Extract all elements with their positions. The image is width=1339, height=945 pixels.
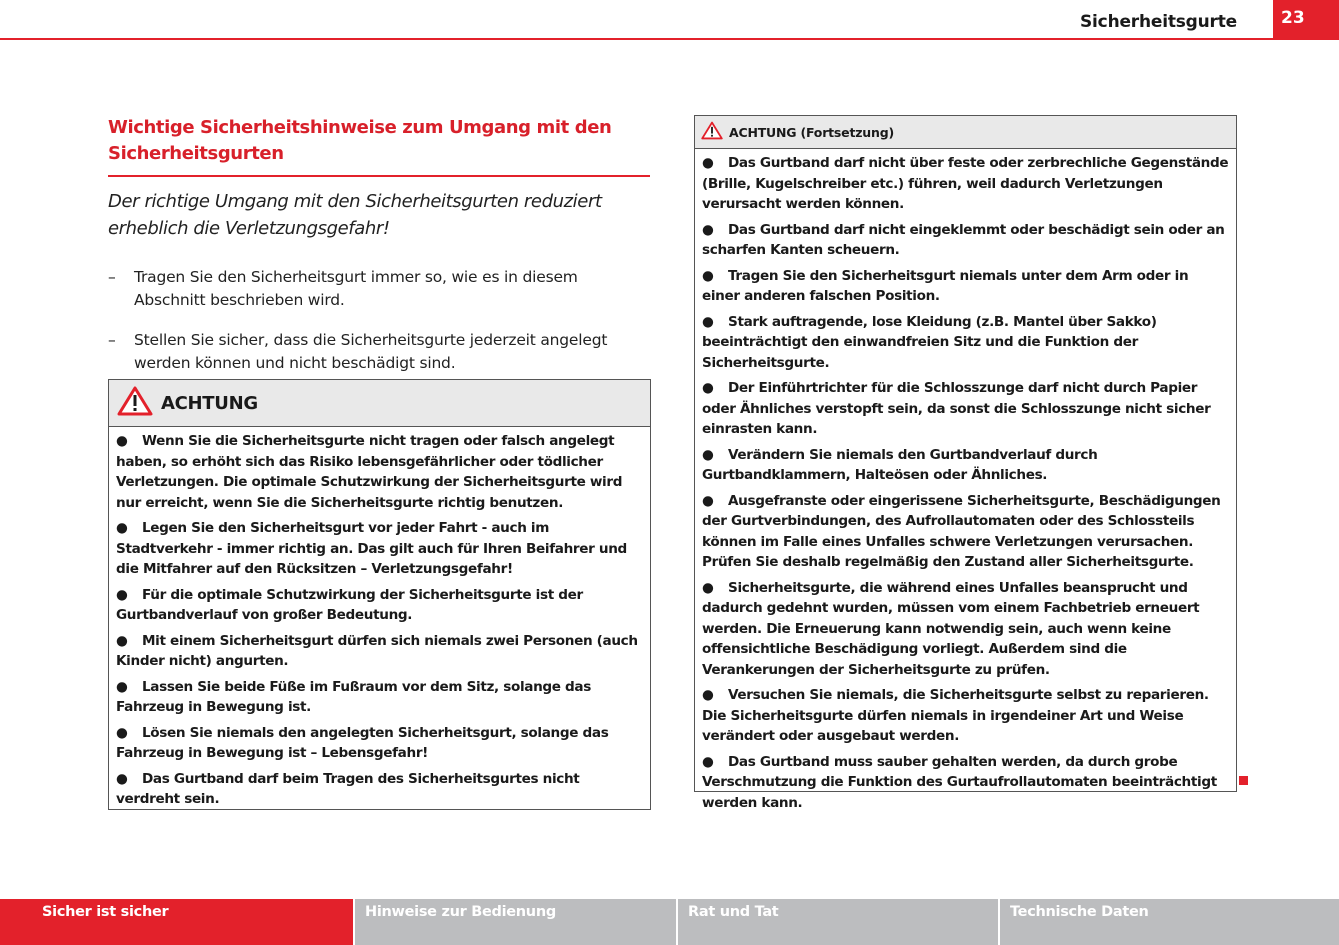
lead-text: Der richtige Umgang mit den Sicherheitsgurten reduziert erheblich die Verletzungsgefahr! bbox=[108, 191, 602, 239]
warning-text: Versuchen Sie niemals, die Sicherheitsgurte selbst zu reparieren. Die Sicherheitsgurte dürfen niemals in irgendeiner Art und Weise verändert oder ausgebaut werden. bbox=[702, 687, 1209, 744]
warning-title: ACHTUNG bbox=[161, 392, 258, 414]
warning-text: Das Gurtband darf nicht über feste oder zerbrechliche Gegenstände (Brille, Kugelschreiber etc.) führen, weil dadurch Verletzungen verursacht werden können. bbox=[702, 155, 1229, 212]
bullet: ● bbox=[702, 221, 714, 238]
warning-text: Sicherheitsgurte, die während eines Unfalles beansprucht und dadurch gedehnt wurden, müssen vom einem Fachbetrieb erneuert werden. Die Erneuerung kann notwendig sein, auch wenn keine offensichtliche Beschädigung vorliegt. Außerdem sind die Verankerungen der Sicherheitsgurte zu prüfen. bbox=[702, 579, 1200, 678]
dash-marker: – bbox=[108, 331, 116, 349]
warning-box-continued bbox=[694, 115, 1237, 811]
warning-item bbox=[116, 431, 643, 513]
warning-item bbox=[702, 752, 1229, 814]
warning-triangle-icon bbox=[701, 121, 723, 144]
warning-header bbox=[695, 116, 1236, 149]
dash-marker: – bbox=[108, 268, 116, 286]
bullet: ● bbox=[702, 313, 714, 330]
bullet: ● bbox=[702, 492, 714, 509]
bullet: ● bbox=[116, 770, 128, 787]
warning-text: Das Gurtband darf nicht eingeklemmt oder beschädigt sein oder an scharfen Kanten scheuern. bbox=[702, 221, 1225, 258]
bullet: ● bbox=[702, 155, 714, 171]
warning-item bbox=[702, 312, 1229, 374]
warning-title: ACHTUNG (Fortsetzung) bbox=[729, 124, 894, 140]
warning-item bbox=[116, 677, 643, 718]
warning-item bbox=[702, 220, 1229, 261]
warning-item bbox=[116, 518, 643, 580]
warning-item bbox=[702, 578, 1229, 681]
warning-text: Legen Sie den Sicherheitsgurt vor jeder Fahrt - auch im Stadtverkehr - immer richtig an. Das gilt auch für Ihren Beifahrer und die Mitfahrer auf den Rücksitzen – Verletzungsgefahr! bbox=[116, 520, 627, 577]
warning-text: Stark auftragende, lose Kleidung (z.B. Mantel über Sakko) beeinträchtigt den einwandfreien Sitz und die Funktion der Sicherheitsgurte. bbox=[702, 313, 1157, 371]
bullet: ● bbox=[702, 380, 714, 396]
warning-text: Der Einführtrichter für die Schlosszunge darf nicht durch Papier oder Ähnliches verstopft sein, da sonst die Schlosszunge nicht sicher einrasten kann. bbox=[702, 380, 1211, 437]
warning-body bbox=[695, 149, 1236, 822]
chapter-tab-sicher-ist-sicher[interactable]: Sicher ist sicher bbox=[0, 899, 353, 945]
warning-text: Ausgefranste oder eingerissene Sicherheitsgurte, Beschädigungen der Gurtverbindungen, des Aufrollautomaten oder des Schlossteils können im Falle eines Unfalles schwere Verletzungen verursachen. Prüfen Sie deshalb regelmäßig den Zustand aller Sicherheitsgurte. bbox=[702, 492, 1221, 570]
left-column bbox=[108, 115, 650, 392]
warning-item bbox=[702, 685, 1229, 747]
instruction-item bbox=[108, 266, 650, 312]
chapter-tab-technische-daten[interactable]: Technische Daten bbox=[998, 899, 1339, 945]
warning-item bbox=[702, 266, 1229, 307]
warning-item bbox=[116, 723, 643, 764]
warning-item bbox=[702, 445, 1229, 486]
warning-text: Für die optimale Schutzwirkung der Sicherheitsgurte ist der Gurtbandverlauf von großer Bedeutung. bbox=[116, 586, 583, 623]
warning-text: Lösen Sie niemals den angelegten Sicherheitsgurt, solange das Fahrzeug in Bewegung ist – Lebensgefahr! bbox=[116, 724, 609, 761]
bullet: ● bbox=[702, 753, 714, 770]
bullet: ● bbox=[116, 678, 128, 695]
warning-item bbox=[116, 769, 643, 810]
section-title: Sicherheitsgurte bbox=[1080, 12, 1237, 32]
warning-item bbox=[702, 491, 1229, 573]
bullet: ● bbox=[702, 267, 714, 284]
warning-item bbox=[702, 378, 1229, 440]
warning-text: Das Gurtband muss sauber gehalten werden, da durch grobe Verschmutzung die Funktion des Gurtaufrollautomaten beeinträchtigt werden kann. bbox=[702, 753, 1217, 811]
bullet: ● bbox=[116, 433, 128, 449]
warning-text: Verändern Sie niemals den Gurtbandverlauf durch Gurtbandklammern, Halteösen oder Ähnliches. bbox=[702, 446, 1098, 483]
chapter-nav bbox=[0, 899, 1339, 945]
warning-item bbox=[702, 153, 1229, 215]
warning-header bbox=[109, 380, 650, 427]
bullet: ● bbox=[116, 520, 128, 536]
warning-item bbox=[116, 585, 643, 626]
header-rule bbox=[0, 38, 1273, 40]
section-end-marker bbox=[1239, 776, 1248, 785]
warning-text: Wenn Sie die Sicherheitsgurte nicht tragen oder falsch angelegt haben, so erhöht sich das Risiko lebensgefährlicher oder tödlicher Verletzungen. Die optimale Schutzwirkung der Sicherheitsgurte wird nur erreicht, wenn Sie die Sicherheitsgurte richtig benutzen. bbox=[116, 433, 623, 511]
bullet: ● bbox=[702, 579, 714, 596]
instruction-text: Stellen Sie sicher, dass die Sicherheitsgurte jederzeit angelegt werden können und nicht beschädigt sind. bbox=[134, 331, 608, 372]
warning-triangle-icon bbox=[117, 386, 153, 420]
page-title: Wichtige Sicherheitshinweise zum Umgang mit den Sicherheitsgurten bbox=[108, 117, 612, 164]
bullet: ● bbox=[116, 586, 128, 603]
instruction-list bbox=[108, 266, 650, 375]
warning-box bbox=[108, 379, 651, 810]
bullet: ● bbox=[116, 724, 128, 741]
title-rule bbox=[108, 175, 650, 177]
warning-text: Das Gurtband darf beim Tragen des Sicherheitsgurtes nicht verdreht sein. bbox=[116, 770, 580, 807]
page-number: 23 bbox=[1273, 0, 1339, 40]
bullet: ● bbox=[702, 446, 714, 463]
warning-text: Tragen Sie den Sicherheitsgurt niemals unter dem Arm oder in einer anderen falschen Position. bbox=[702, 267, 1189, 304]
warning-body bbox=[109, 427, 650, 819]
warning-text: Mit einem Sicherheitsgurt dürfen sich niemals zwei Personen (auch Kinder nicht) angurten. bbox=[116, 632, 638, 669]
chapter-tab-rat-und-tat[interactable]: Rat und Tat bbox=[676, 899, 998, 945]
warning-item bbox=[116, 631, 643, 672]
warning-text: Lassen Sie beide Füße im Fußraum vor dem Sitz, solange das Fahrzeug in Bewegung ist. bbox=[116, 678, 591, 715]
bullet: ● bbox=[116, 632, 128, 649]
instruction-item bbox=[108, 329, 650, 375]
bullet: ● bbox=[702, 687, 714, 703]
instruction-text: Tragen Sie den Sicherheitsgurt immer so, wie es in diesem Abschnitt beschrieben wird. bbox=[134, 268, 578, 309]
chapter-tab-hinweise-zur-bedienung[interactable]: Hinweise zur Bedienung bbox=[353, 899, 676, 945]
